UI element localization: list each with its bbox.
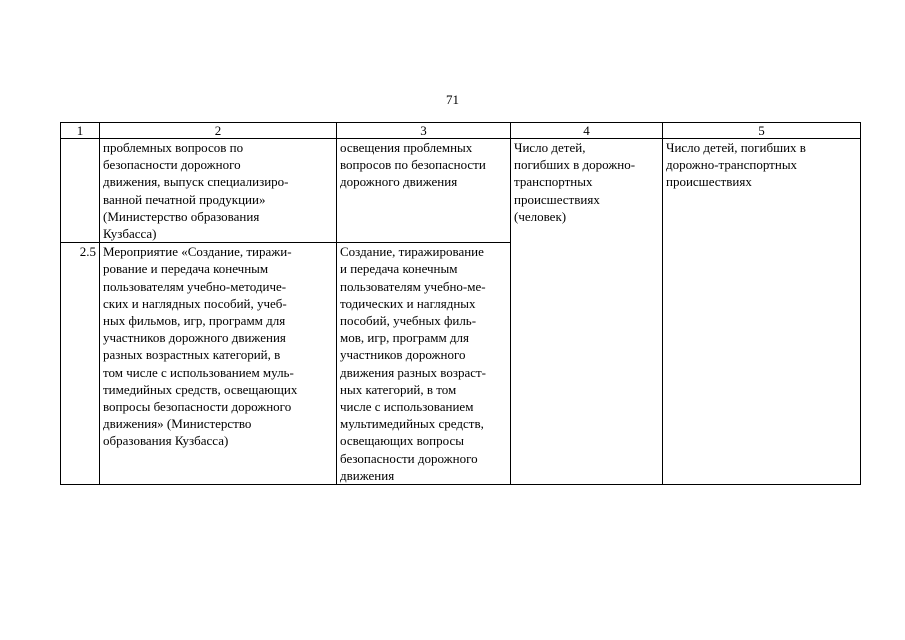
cell-text-line: пользователям учебно-ме- — [340, 278, 486, 294]
cell-text-line: движения» (Министерство — [103, 416, 252, 432]
cell-text-line: вопросов по безопасности — [340, 157, 486, 173]
cell-text-line: тимедийных средств, освещающих — [103, 381, 298, 397]
cell-text-line: ванной печатной продукции» — [103, 191, 266, 207]
cell-text-line: ных категорий, в том — [340, 381, 457, 397]
cell-text-line: освещения проблемных — [340, 140, 473, 155]
cell-text-line: Число детей, — [514, 140, 586, 155]
cell-text-line: мов, игр, программ для — [340, 330, 469, 346]
cell-text-line: (человек) — [514, 208, 567, 224]
cell-text-line: участников дорожного — [340, 347, 466, 363]
program-table — [60, 122, 861, 485]
table-header-row — [61, 123, 861, 139]
cell-text-line: дорожного движения — [340, 174, 458, 190]
cell-text-line: безопасности дорожного — [340, 450, 478, 466]
cell-text-line: образования Кузбасса) — [103, 433, 229, 449]
table-row — [61, 139, 861, 243]
cell-text-line: (Министерство образования — [103, 208, 260, 224]
cell-text-line: числе с использованием — [340, 399, 474, 415]
cell-text-line: Создание, тиражирование — [340, 244, 484, 260]
cell-text-line: безопасности дорожного — [103, 157, 241, 173]
cell-text-line: пользователям учебно-методиче- — [103, 278, 287, 294]
cell-text-line: дорожно-транспортных — [666, 157, 798, 173]
indicator-link-cell — [663, 139, 861, 485]
cell-text-line: движения — [340, 467, 395, 483]
header-cell-4: 4 — [511, 123, 663, 139]
header-cell-1: 1 — [61, 123, 100, 139]
cell-text-line: происшествиях — [514, 191, 600, 207]
cell-text-line: происшествиях — [666, 174, 752, 190]
cell-text-line: Мероприятие «Создание, тиражи- — [103, 244, 292, 260]
cell-text-line: и передача конечным — [340, 261, 458, 277]
header-cell-2: 2 — [100, 123, 337, 139]
cell-text-line: тодических и наглядных — [340, 295, 476, 311]
cell-text-line: движения, выпуск специализиро- — [103, 174, 289, 190]
measure-name-cell — [100, 243, 337, 485]
cell-text-line: разных возрастных категорий, в — [103, 347, 281, 363]
measure-result-cell — [337, 139, 511, 243]
cell-text-line: проблемных вопросов по — [103, 140, 244, 155]
row-number-cell — [61, 139, 100, 243]
cell-text-line: транспортных — [514, 174, 593, 190]
indicator-name-cell — [511, 139, 663, 485]
cell-text-line: том числе с использованием муль- — [103, 364, 294, 380]
page-number: 71 — [446, 92, 459, 107]
cell-text-line: ных фильмов, игр, программ для — [103, 313, 286, 329]
cell-text-line: мультимедийных средств, — [340, 416, 484, 432]
cell-text-line: Кузбасса) — [103, 226, 157, 242]
header-cell-3: 3 — [337, 123, 511, 139]
cell-text-line: Число детей, погибших в — [666, 140, 806, 155]
measure-name-cell — [100, 139, 337, 243]
cell-text-line: движения разных возраст- — [340, 364, 487, 380]
cell-text-line: рование и передача конечным — [103, 261, 269, 277]
measure-result-cell — [337, 243, 511, 485]
cell-text-line: освещающих вопросы — [340, 433, 464, 449]
header-cell-5: 5 — [663, 123, 861, 139]
cell-text-line: вопросы безопасности дорожного — [103, 399, 292, 415]
cell-text-line: участников дорожного движения — [103, 330, 286, 346]
cell-text-line: пособий, учебных филь- — [340, 313, 477, 329]
row-number-cell: 2.5 — [61, 243, 100, 485]
cell-text-line: погибших в дорожно- — [514, 157, 636, 173]
cell-text-line: ских и наглядных пособий, учеб- — [103, 295, 287, 311]
